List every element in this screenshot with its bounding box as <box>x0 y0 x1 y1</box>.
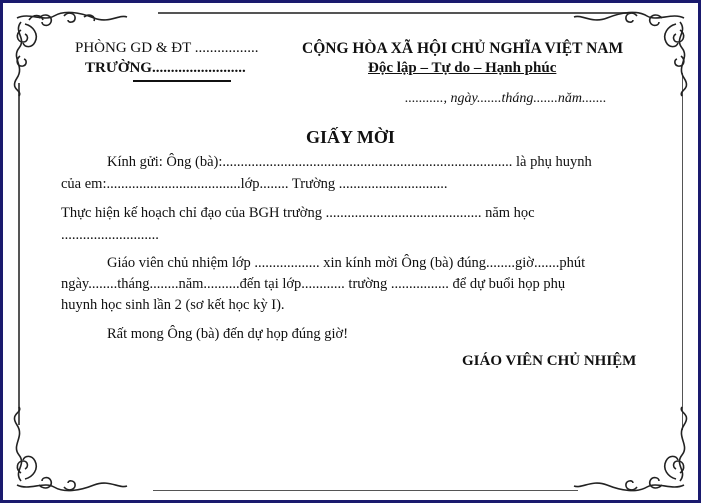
date-line: ..........., ngày.......tháng.......năm....... <box>405 91 607 106</box>
body-line: Rất mong Ông (bà) đến dự họp đúng giờ! <box>107 326 349 342</box>
school-label: TRƯỜNG......................... <box>85 60 246 76</box>
ornament-corner-icon <box>572 405 692 495</box>
department-label: PHÒNG GD & ĐT ................. <box>75 40 259 56</box>
republic-heading: CỘNG HÒA XÃ HỘI CHỦ NGHĨA VIỆT NAM <box>302 40 624 57</box>
body-line: ngày........tháng........năm..........đến tại lớp............ trường ................ để dự buổi họp phụ <box>61 276 566 292</box>
inner-border-left <box>18 83 20 425</box>
body-line: Thực hiện kế hoạch chỉ đạo của BGH trường ........................................... năm học <box>61 205 535 221</box>
body-line: Kính gửi: Ông (bà):................................................................................ là phụ huynh <box>107 154 592 170</box>
signature-title: GIÁO VIÊN CHỦ NHIỆM <box>462 353 637 369</box>
body-line: ........................... <box>61 227 159 243</box>
school-underline <box>133 80 231 82</box>
inner-border-top <box>158 12 628 14</box>
document-title: GIẤY MỜI <box>306 127 395 147</box>
ornament-corner-icon <box>9 405 129 495</box>
inner-border-right <box>682 73 684 430</box>
body-line: của em:.....................................lớp........ Trường .............................. <box>61 176 448 192</box>
body-line: huynh học sinh lần 2 (sơ kết học kỳ I). <box>61 297 285 313</box>
body-line: Giáo viên chủ nhiệm lớp .................. xin kính mời Ông (bà) đúng........giờ.......phút <box>107 255 586 271</box>
motto: Độc lập – Tự do – Hạnh phúc <box>368 60 557 76</box>
inner-border-bottom <box>153 490 578 492</box>
